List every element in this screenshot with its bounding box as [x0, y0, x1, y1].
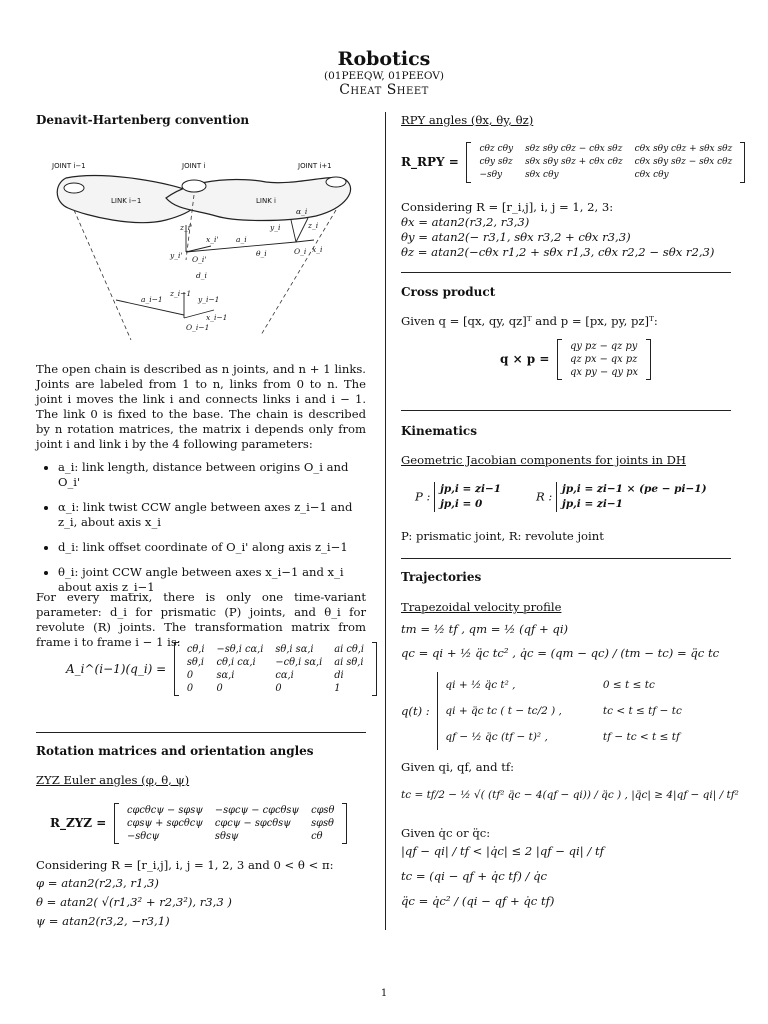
kin-R	[536, 482, 707, 512]
kin-note: P: prismatic joint, R: revolute joint	[401, 529, 604, 543]
traj-q-lhs: q(t) :	[401, 703, 430, 718]
cross-heading: Cross product	[401, 285, 496, 299]
label-theta-i: θ_i	[256, 249, 267, 258]
case1-cond: 0 ≤ t ≤ tc	[602, 678, 655, 691]
zyz-consider: Considering R = [r_i,j], i, j = 1, 2, 3 and 0 < θ < π:	[36, 858, 334, 872]
param-a: • a_i: link length, distance between origins O_i and O_i'	[58, 460, 366, 490]
rpy-consider: Considering R = [r_i,j], i, j = 1, 2, 3:	[401, 200, 614, 214]
zyz-psi: ψ = atan2(r3,2, −r3,1)	[36, 914, 170, 928]
cross-vector: qy pz − qz py qz px − qx pz qx py − qy px	[557, 339, 651, 380]
kin-R-label: R :	[536, 489, 553, 504]
zyz-equations	[36, 876, 232, 929]
kin-P	[415, 482, 501, 512]
rpy-thz: θz = atan2(−cθx r1,2 + sθx r1,3, cθx r2,2 − sθx r2,3)	[401, 245, 715, 259]
label-a-i: a_i	[236, 235, 247, 244]
label-joint-next: JOINT i+1	[298, 162, 332, 170]
zyz-theta: θ = atan2( √(r1,3² + r2,3²), r3,3 )	[36, 895, 232, 909]
given1-eq: tc = tf/2 − ½ √( (tf² q̈c − 4(qf − qi)) / q̈c ) , |q̈c| ≥ 4|qf − qi| / tf²	[401, 789, 739, 801]
section-rule	[401, 558, 731, 559]
section-rule	[36, 732, 366, 733]
section-rule	[401, 410, 731, 411]
given2-eq3: q̈c = q̇c² / (qi − qf + q̇c tf)	[401, 894, 555, 908]
course-codes: (01PEEQW, 01PEEOV)	[324, 70, 444, 82]
kin-heading: Kinematics	[401, 424, 477, 438]
label-link-i: LINK i	[256, 197, 276, 205]
case3-expr: qf − ½ q̈c (tf − t)² ,	[445, 730, 548, 743]
dh-intro: The open chain is described as n joints, and n + 1 links. Joints are labeled from 1 to n, links from 0 to n. The joint i moves the link i and connects links i and i − 1. The link 0 is fixed to the base. The chain is described by n rotation matrices, the matrix i depends only from joint i and link i by the 4 following parameters:	[36, 362, 366, 451]
cross-lhs: q × p =	[500, 352, 550, 366]
given1: Given qi, qf, and tf:	[401, 760, 515, 774]
label-x-ip: x_i'	[206, 235, 219, 244]
given2: Given q̇c or q̈c:	[401, 826, 491, 840]
given2-eq2: tc = (qi − qf + q̇c tf) / q̇c	[401, 869, 548, 883]
label-joint-prev: JOINT i−1	[52, 162, 86, 170]
case2-cond: tc < t ≤ tf − tc	[602, 704, 682, 717]
rpy-matrix-eq	[401, 142, 745, 183]
cross-eq	[500, 339, 651, 380]
traj-heading: Trajectories	[401, 570, 482, 584]
zyz-matrix: cφcθcψ − sφsψ −sφcψ − cφcθsψ cφsθ cφsψ + sφcθcψ cφcψ − sφcθsψ sφsθ −sθcψ sθsψ cθ	[114, 803, 347, 844]
label-O-i: O_i	[294, 247, 307, 256]
label-y-i: y_i	[270, 223, 281, 232]
joint-prev-circle	[64, 183, 84, 193]
dh-param-list	[36, 460, 366, 605]
label-x-i: x_i	[312, 245, 323, 254]
label-joint-i: JOINT i	[182, 162, 206, 170]
label-z-prev: z_i−1	[170, 289, 192, 298]
kin-P-row1: jp,i = zi−1	[440, 483, 502, 495]
kin-P-label: P :	[415, 489, 431, 504]
label-y-prev: y_i−1	[198, 295, 220, 304]
traj-eq1: tm = ½ tf , qm = ½ (qf + qi)	[401, 622, 569, 636]
label-z-i: z_i	[308, 221, 319, 230]
label-z-ip: z_i'	[180, 223, 193, 232]
rpy-equations	[401, 215, 714, 260]
traj-sub: Trapezoidal velocity profile	[401, 600, 562, 614]
zyz-matrix-eq	[50, 803, 347, 844]
given2-eq1: |qf − qi| / tf < |q̇c| ≤ 2 |qf − qi| / tf	[401, 844, 604, 858]
label-link-prev: LINK i−1	[111, 197, 142, 205]
cross-given: Given q = [qx, qy, qz]ᵀ and p = [px, py, pz]ᵀ:	[401, 314, 658, 328]
case1-expr: qi + ½ q̈c t² ,	[445, 678, 516, 691]
kin-sub: Geometric Jacobian components for joints in DH	[401, 453, 687, 467]
case2-expr: qi + q̈c tc ( t − tc/2 ) ,	[445, 704, 562, 717]
page-title-block	[0, 48, 768, 98]
rpy-matrix: cθz cθy sθz sθy cθz − cθx sθz cθx sθy cθz + sθx sθz cθy sθz sθx sθy sθz + cθx cθz cθx sθy sθz − sθx cθz −sθy sθx cθy cθx cθy	[466, 142, 745, 183]
zyz-label: ZYZ Euler angles (φ, θ, ψ)	[36, 773, 190, 787]
joint-next-circle	[326, 177, 346, 187]
page-title: Robotics	[337, 48, 431, 70]
label-y-ip: y_i'	[170, 251, 183, 260]
param-d: • d_i: link offset coordinate of O_i' along axis z_i−1	[58, 540, 366, 555]
A-matrix-eq	[66, 642, 377, 696]
section-rule	[401, 272, 731, 273]
label-alpha-i: α_i	[296, 207, 308, 216]
dh-figure	[46, 150, 366, 345]
label-O-prev: O_i−1	[186, 323, 210, 332]
rot-heading: Rotation matrices and orientation angles	[36, 744, 314, 758]
rpy-label: RPY angles (θx, θy, θz)	[401, 113, 534, 127]
column-divider	[385, 112, 386, 930]
dh-variant-text: For every matrix, there is only one time-variant parameter: d_i for prismatic (P) joints, and θ_i for revolute (R) joints. The transformation matrix from frame i to frame i − 1 is:	[36, 590, 366, 649]
zyz-phi: φ = atan2(r2,3, r1,3)	[36, 876, 159, 890]
kin-R-row1: jp,i = zi−1 × (pe − pi−1)	[562, 483, 707, 495]
traj-cases	[401, 672, 683, 750]
label-x-prev: x_i−1	[206, 313, 228, 322]
given2-equations	[401, 844, 604, 909]
rpy-lhs: R_RPY =	[401, 155, 459, 169]
dh-heading: Denavit-Hartenberg convention	[36, 113, 250, 127]
page-number: 1	[380, 988, 388, 999]
kin-P-row2: jp,i = 0	[440, 498, 483, 510]
joint-i-circle	[182, 180, 206, 192]
A-matrix-lhs: A_i^(i−1)(q_i) =	[66, 661, 167, 676]
rpy-thx: θx = atan2(r3,2, r3,3)	[401, 215, 530, 229]
A-matrix: cθ,i −sθ,i cα,i sθ,i sα,i ai cθ,i sθ,i cθ,i cα,i −cθ,i sα,i ai sθ,i 0 sα,i cα,i di 0 0 0 1	[174, 642, 377, 696]
label-O-ip: O_i'	[192, 255, 207, 264]
zyz-lhs: R_ZYZ =	[50, 816, 107, 830]
page-subtitle: Cheat Sheet	[339, 82, 429, 98]
label-a-prev: a_i−1	[141, 295, 163, 304]
label-d-i: d_i	[196, 271, 207, 280]
param-alpha: • α_i: link twist CCW angle between axes z_i−1 and z_i, about axis x_i	[58, 500, 366, 530]
rpy-thy: θy = atan2(− r3,1, sθx r3,2 + cθx r3,3)	[401, 230, 631, 244]
kin-R-row2: jp,i = zi−1	[562, 498, 623, 510]
case3-cond: tf − tc < t ≤ tf	[602, 730, 680, 743]
traj-eq2: qc = qi + ½ q̈c tc² , q̇c = (qm − qc) / (tm − tc) = q̈c tc	[401, 646, 720, 660]
param-theta: • θ_i: joint CCW angle between axes x_i−1 and x_i about axis z_i−1	[58, 565, 366, 595]
